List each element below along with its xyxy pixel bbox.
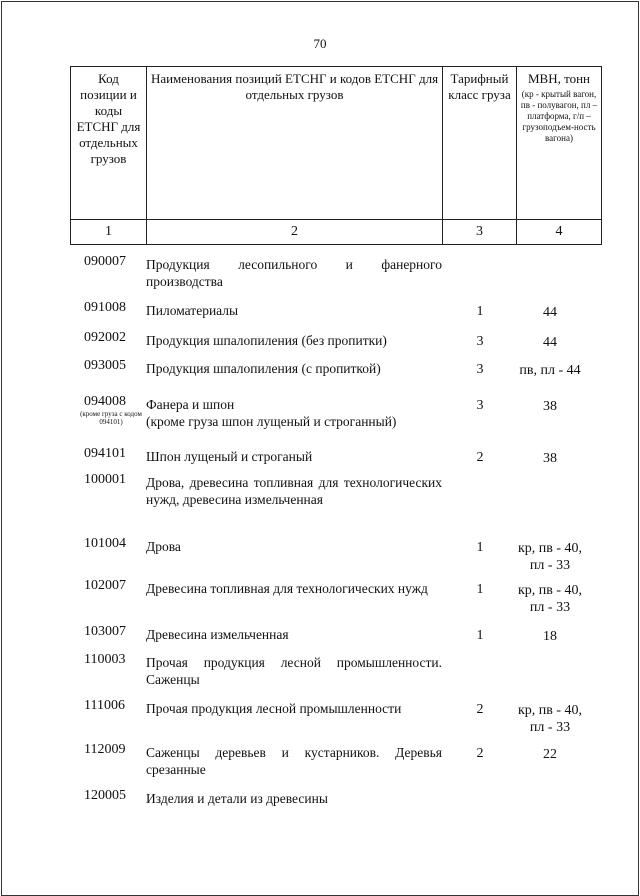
row-class: 1 [476,628,484,643]
row-name: Продукция лесопильного и фанерного производства [146,257,442,289]
row-code: 090007 [84,254,126,269]
row-name: Древесина топливная для технологических нужд [146,581,428,596]
header-number-3: 3 [443,220,517,245]
row-name: Шпон лущеный и строганый [146,449,313,464]
row-code: 120005 [84,788,126,803]
header-number-2: 2 [147,220,443,245]
row-mvn: 18 [543,629,557,644]
row-name: Дрова [146,539,181,554]
row-class: 3 [476,362,484,377]
row-code: 110003 [84,652,126,667]
row-mvn: кр, пв - 40, пл - 33 [517,583,583,615]
row-mvn: кр, пв - 40, пл - 33 [517,703,583,735]
row-name: Изделия и детали из древесины [146,791,328,806]
page-number: 70 [313,36,327,51]
row-class: 3 [476,334,484,349]
row-code: 103007 [84,624,126,639]
row-class: 1 [476,582,484,597]
header-code: Код позиции и коды ЕТСНГ для отдельных грузов [71,67,147,220]
row-name: Фанера и шпон (кроме груза шпон лущеный и строганный) [146,397,397,429]
row-name: Дрова, древесина топливная для технологических нужд, древесина измельченная [146,475,442,507]
row-class: 1 [476,540,484,555]
row-name: Древесина измельченная [146,627,289,642]
row-class: 1 [476,304,484,319]
row-code: 111006 [84,698,125,713]
row-mvn: пв, пл - 44 [519,363,581,378]
row-class: 3 [476,398,484,413]
row-mvn: 38 [543,399,557,414]
row-code: 102007 [84,578,126,593]
row-code: 101004 [84,536,126,551]
row-class: 2 [476,702,484,717]
row-code-note: (кроме груза с кодом 094101) [80,410,142,426]
header-number-4: 4 [517,220,602,245]
row-mvn: кр, пв - 40, пл - 33 [517,541,583,573]
row-code: 100001 [84,472,126,487]
header-class: Тарифный класс груза [443,67,517,220]
row-mvn: 22 [543,747,557,762]
row-mvn: 44 [543,335,557,350]
row-class: 2 [476,746,484,761]
row-name: Продукция шпалопиления (с пропиткой) [146,361,381,376]
row-name: Прочая продукция лесной промышленности. Саженцы [146,655,442,687]
row-name: Продукция шпалопиления (без пропитки) [146,333,387,348]
row-code: 091008 [84,300,126,315]
row-name: Прочая продукция лесной промышленности [146,701,402,716]
row-code: 094008 [84,394,126,409]
table-header [70,66,602,245]
row-code: 092002 [84,330,126,345]
row-mvn: 38 [543,451,557,466]
row-class: 2 [476,450,484,465]
header-mvn: МВН, тонн (кр - крытый вагон, пв - полувагон, пл – платформа, г/п – грузоподъем-ность вагона) [517,67,602,220]
header-mvn-note: (кр - крытый вагон, пв - полувагон, пл – платформа, г/п – грузоподъем-ность вагона) [520,89,598,143]
row-name: Пиломатериалы [146,303,239,318]
row-code: 094101 [84,446,126,461]
header-number-1: 1 [71,220,147,245]
row-code: 112009 [84,742,126,757]
row-code: 093005 [84,358,126,373]
header-name: Наименования позиций ЕТСНГ и кодов ЕТСНГ для отдельных грузов [147,67,443,220]
row-mvn: 44 [543,305,557,320]
row-name: Саженцы деревьев и кустарников. Деревья срезанные [146,745,442,777]
